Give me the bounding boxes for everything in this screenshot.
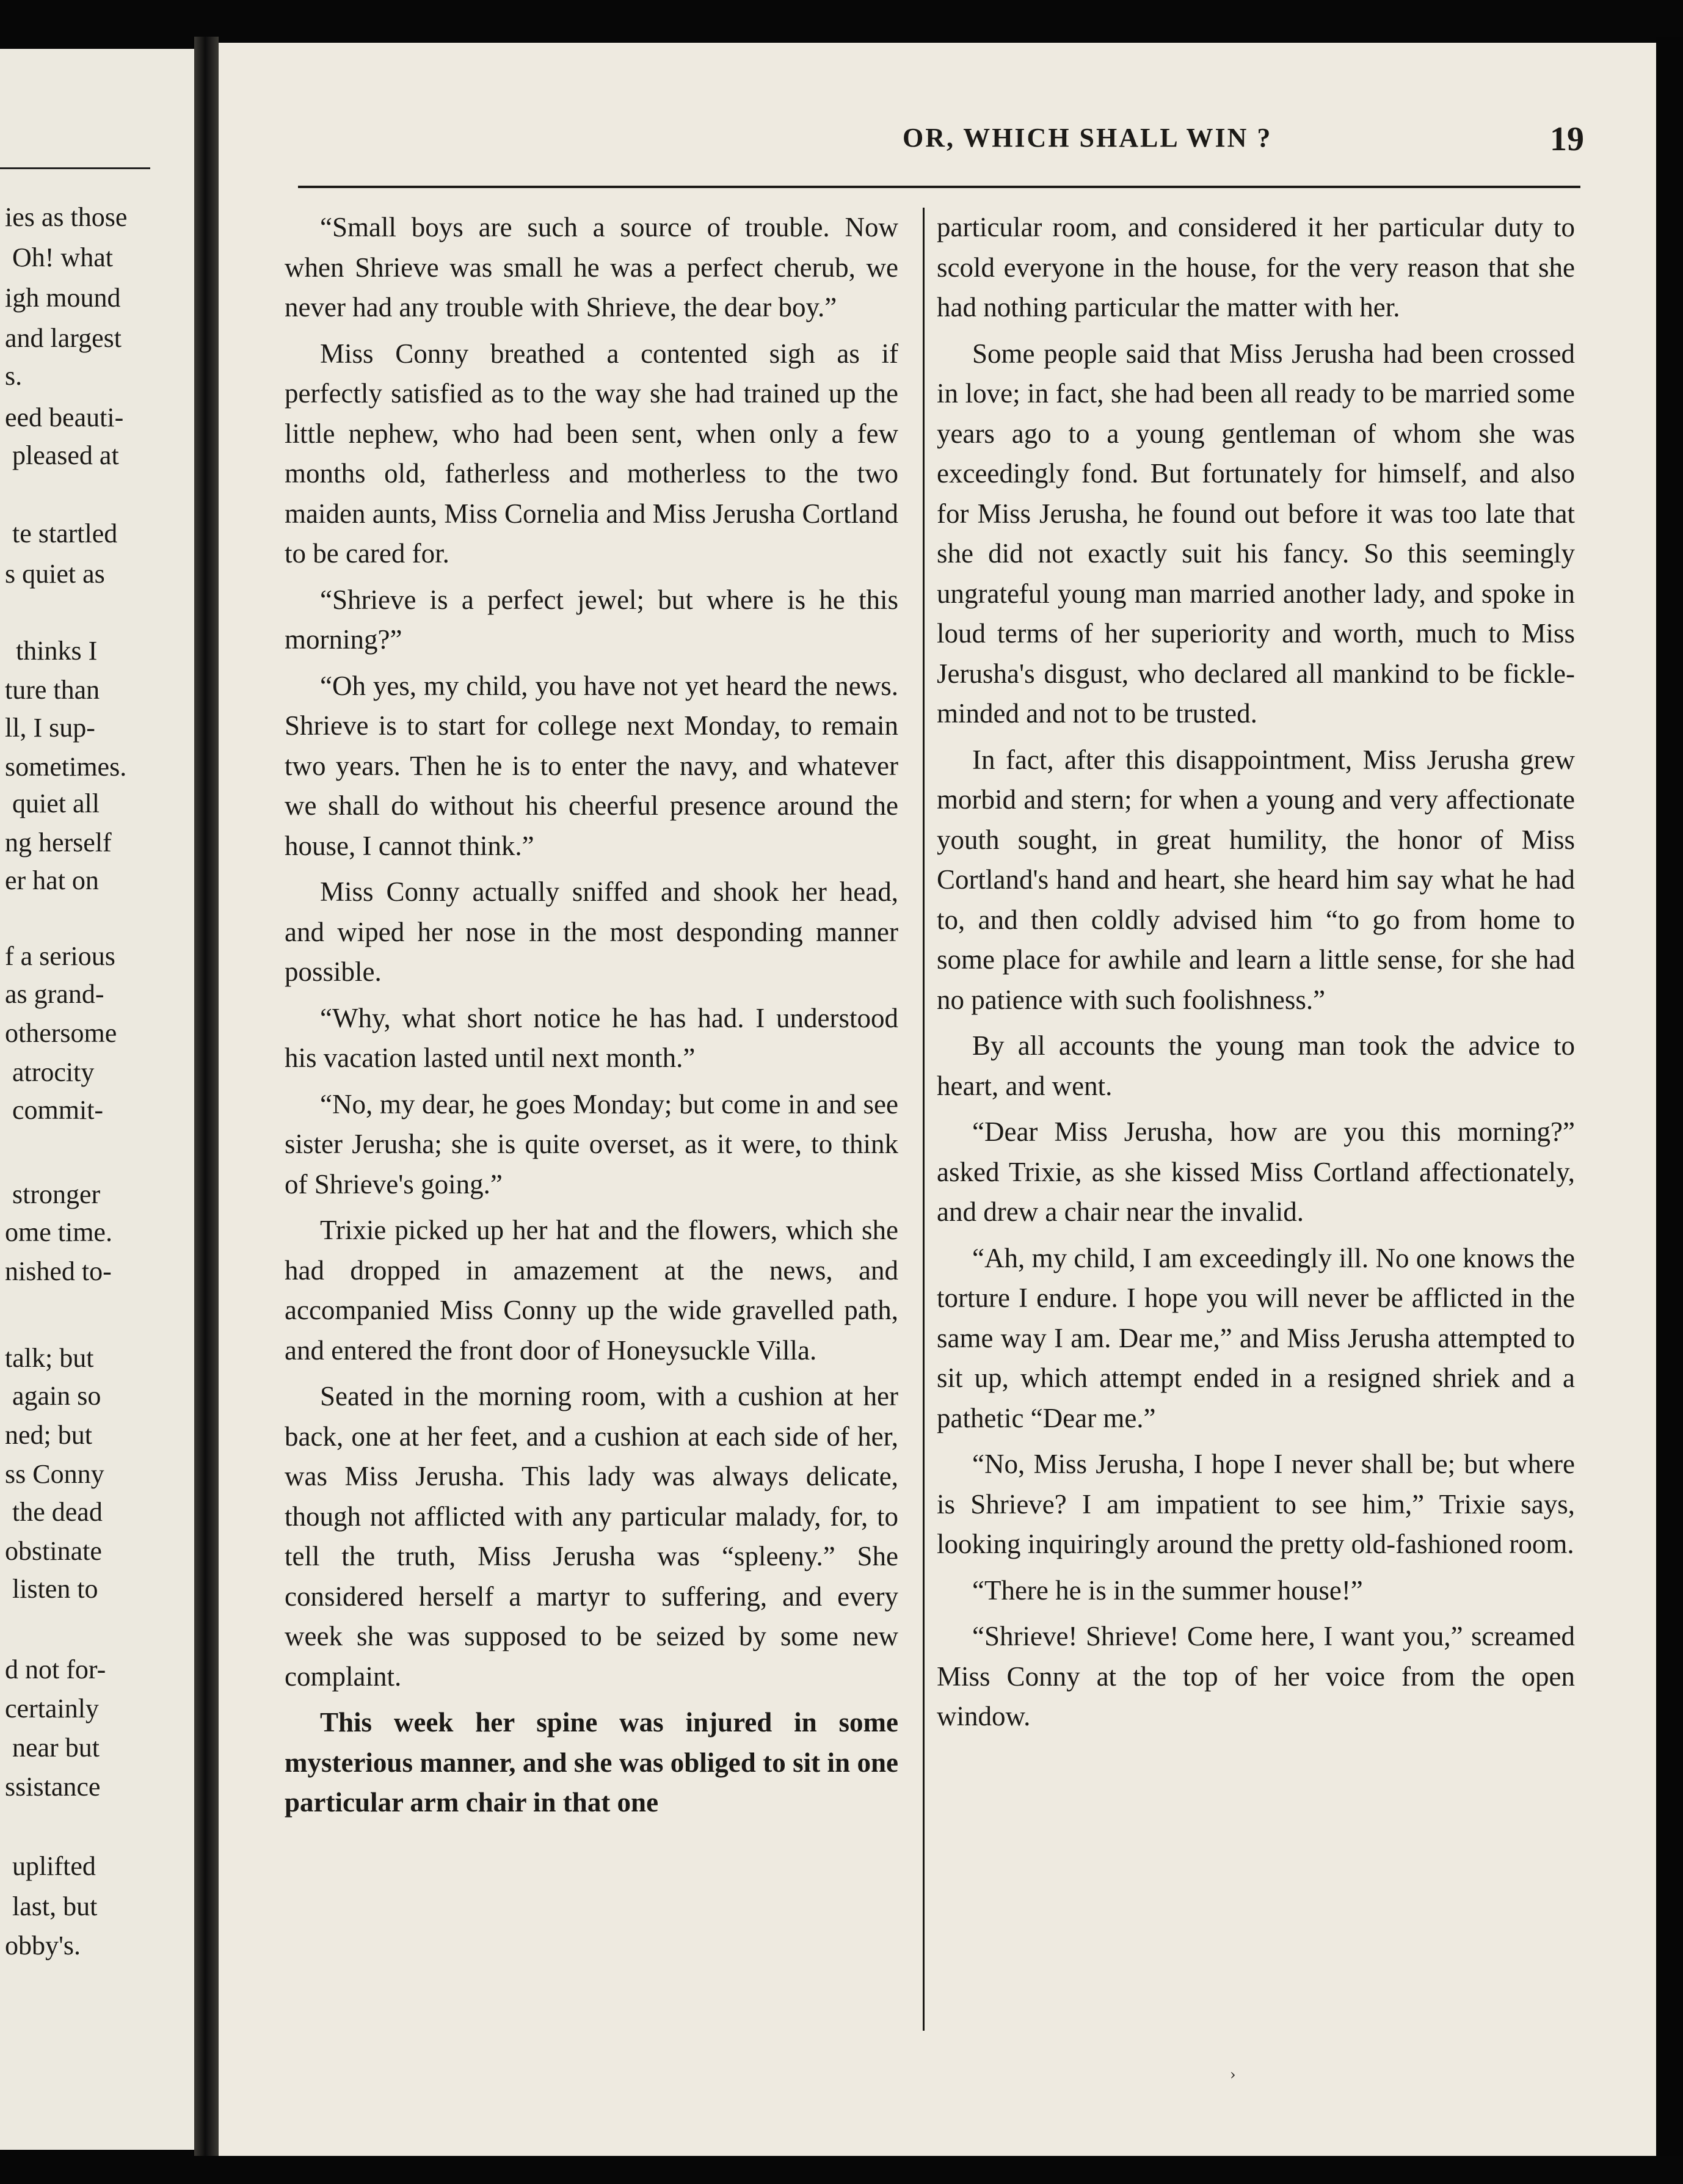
paragraph: “Ah, my child, I am exceedingly ill. No one knows the torture I endure. I hope you will never be afflicted in the same way I am. Dear me,” and Miss Jerusha attempted to sit up, which attempt ended in a resigned shriek and a pathetic “Dear me.”	[937, 1242, 1575, 1433]
left-page-line: d not for-	[5, 1654, 106, 1684]
left-page-line: commit-	[12, 1095, 104, 1125]
left-page-line: quiet all	[12, 788, 100, 818]
paragraph: Miss Conny breathed a contented sigh as if perfectly satisfied as to the way she had trained up the little nephew, who had been sent, when only a few months old, fatherless and motherless to the two maiden aunts, Miss Cornelia and Miss Jerusha Cortland to be cared for.	[285, 338, 898, 569]
left-page-line: the dead	[12, 1497, 103, 1527]
paragraph: This week her spine was injured in some mysterious manner, and she was obliged to sit in one particular arm chair in that one	[285, 1707, 898, 1818]
left-page-line: obstinate	[5, 1536, 102, 1566]
left-facing-page	[0, 49, 194, 2150]
paragraph: “Dear Miss Jerusha, how are you this morning?” asked Trixie, as she kissed Miss Cortland affectionately, and drew a chair near the invalid.	[937, 1116, 1575, 1227]
footer-mark: ›	[1230, 2066, 1236, 2083]
left-page-line: listen to	[12, 1574, 98, 1604]
paragraph: In fact, after this disappointment, Miss Jerusha grew morbid and stern; for when a young and very affectionate youth sought, in great humility, the honor of Miss Cortland's hand and heart, she heard him say what he had to, and then coldly advised him “to go from home to some place for awhile and learn a little sense, for she had no patience with such foolishness.”	[937, 744, 1575, 1015]
left-page-line: near but	[12, 1733, 100, 1763]
left-page-line: ng herself	[5, 828, 112, 857]
left-page-rule	[0, 167, 150, 169]
left-page-line: f a serious	[5, 941, 115, 971]
left-page-line: talk; but	[5, 1343, 94, 1373]
left-page-line: and largest	[5, 323, 122, 353]
left-page-line: last, but	[12, 1891, 98, 1921]
left-page-line: igh mound	[5, 283, 121, 313]
paragraph: “Why, what short notice he has had. I understood his vacation lasted until next month.”	[285, 1002, 898, 1073]
left-page-line: ssistance	[5, 1772, 101, 1802]
paragraph: “Small boys are such a source of trouble. Now when Shrieve was small he was a perfect cherub, we never had any trouble with Shrieve, the dear boy.”	[285, 212, 898, 322]
left-page-line: er hat on	[5, 865, 99, 895]
left-page-line: eed beauti-	[5, 402, 124, 432]
paragraph: By all accounts the young man took the advice to heart, and went.	[937, 1030, 1575, 1101]
page-number: 19	[1550, 120, 1584, 158]
scan-border-right	[1656, 37, 1683, 2156]
left-page-line: atrocity	[12, 1057, 95, 1087]
left-page-line: certainly	[5, 1694, 99, 1724]
left-page-line: ture than	[5, 675, 100, 705]
paragraph: “Shrieve! Shrieve! Come here, I want you,” screamed Miss Conny at the top of her voice from the open window.	[937, 1621, 1575, 1731]
left-page-line: sometimes.	[5, 752, 127, 782]
left-page-line: Oh! what	[12, 242, 113, 272]
running-title: OR, WHICH SHALL WIN ?	[903, 123, 1273, 153]
left-page-line: nished to-	[5, 1256, 112, 1286]
left-page-line: thinks I	[16, 636, 98, 666]
text-column-left	[285, 208, 898, 1829]
paragraph: “Oh yes, my child, you have not yet heard the news. Shrieve is to start for college next Monday, to remain two years. Then he is to enter the navy, and whatever we shall do without his cheerful presence around the house, I cannot think.”	[285, 670, 898, 861]
header-rule	[298, 186, 1580, 188]
left-page-line: ies as those	[5, 202, 128, 232]
paragraph: “No, Miss Jerusha, I hope I never shall be; but where is Shrieve? I am impatient to see him,” Trixie says, looking inquiringly around the pretty old-fashioned room.	[937, 1449, 1575, 1559]
text-column-right	[937, 208, 1575, 1743]
paragraph: Miss Conny actually sniffed and shook her head, and wiped her nose in the most desponding manner possible.	[285, 876, 898, 987]
left-page-line: s.	[5, 361, 23, 391]
paragraph: “There he is in the summer house!”	[972, 1574, 1363, 1606]
left-page-line: ll, I sup-	[5, 713, 95, 743]
left-page-line: stronger	[12, 1179, 101, 1209]
left-page-line: s quiet as	[5, 559, 105, 589]
left-page-line: again so	[12, 1381, 101, 1411]
left-page-line: ome time.	[5, 1217, 112, 1247]
paragraph: Some people said that Miss Jerusha had been crossed in love; in fact, she had been all ready to be married some years ago to a young gentleman of whom she was exceedingly fond. But fortunately for himself, and also for Miss Jerusha, he found out before it was too late that she did not exactly suit his fancy. So this seemingly ungrateful young man married another lady, and spoke in loud terms of her superiority and worth, much to Miss Jerusha's disgust, who declared all mankind to be fickle-minded and not to be trusted.	[937, 338, 1575, 729]
page-19	[219, 43, 1656, 2156]
book-gutter	[194, 37, 219, 2156]
left-page-line: uplifted	[12, 1851, 96, 1881]
left-page-line: ss Conny	[5, 1459, 104, 1489]
paragraph: Seated in the morning room, with a cushion at her back, one at her feet, and a cushion at each side of her, was Miss Jerusha. This lady was always delicate, though not afflicted with any particular malady, for, to tell the truth, Miss Jerusha was “spleeny.” She considered herself a martyr to suffering, and every week she was supposed to be seized by some new complaint.	[285, 1381, 898, 1692]
left-page-line: pleased at	[12, 440, 119, 470]
column-divider	[923, 208, 925, 2031]
left-page-line: ned; but	[5, 1420, 92, 1450]
left-page-line: as grand-	[5, 979, 104, 1009]
left-page-line: obby's.	[5, 1931, 81, 1960]
paragraph: particular room, and considered it her particular duty to scold everyone in the house, for the very reason that she had nothing particular the matter with her.	[937, 212, 1575, 322]
paragraph: “Shrieve is a perfect jewel; but where is he this morning?”	[285, 584, 898, 655]
paragraph: Trixie picked up her hat and the flowers, which she had dropped in amazement at the news, and accompanied Miss Conny up the wide gravelled path, and entered the front door of Honeysuckle Villa.	[285, 1215, 898, 1366]
left-page-line: othersome	[5, 1018, 117, 1048]
paragraph: “No, my dear, he goes Monday; but come in and see sister Jerusha; she is quite overset, as it were, to think of Shrieve's going.”	[285, 1088, 898, 1199]
left-page-line: te startled	[12, 519, 118, 548]
